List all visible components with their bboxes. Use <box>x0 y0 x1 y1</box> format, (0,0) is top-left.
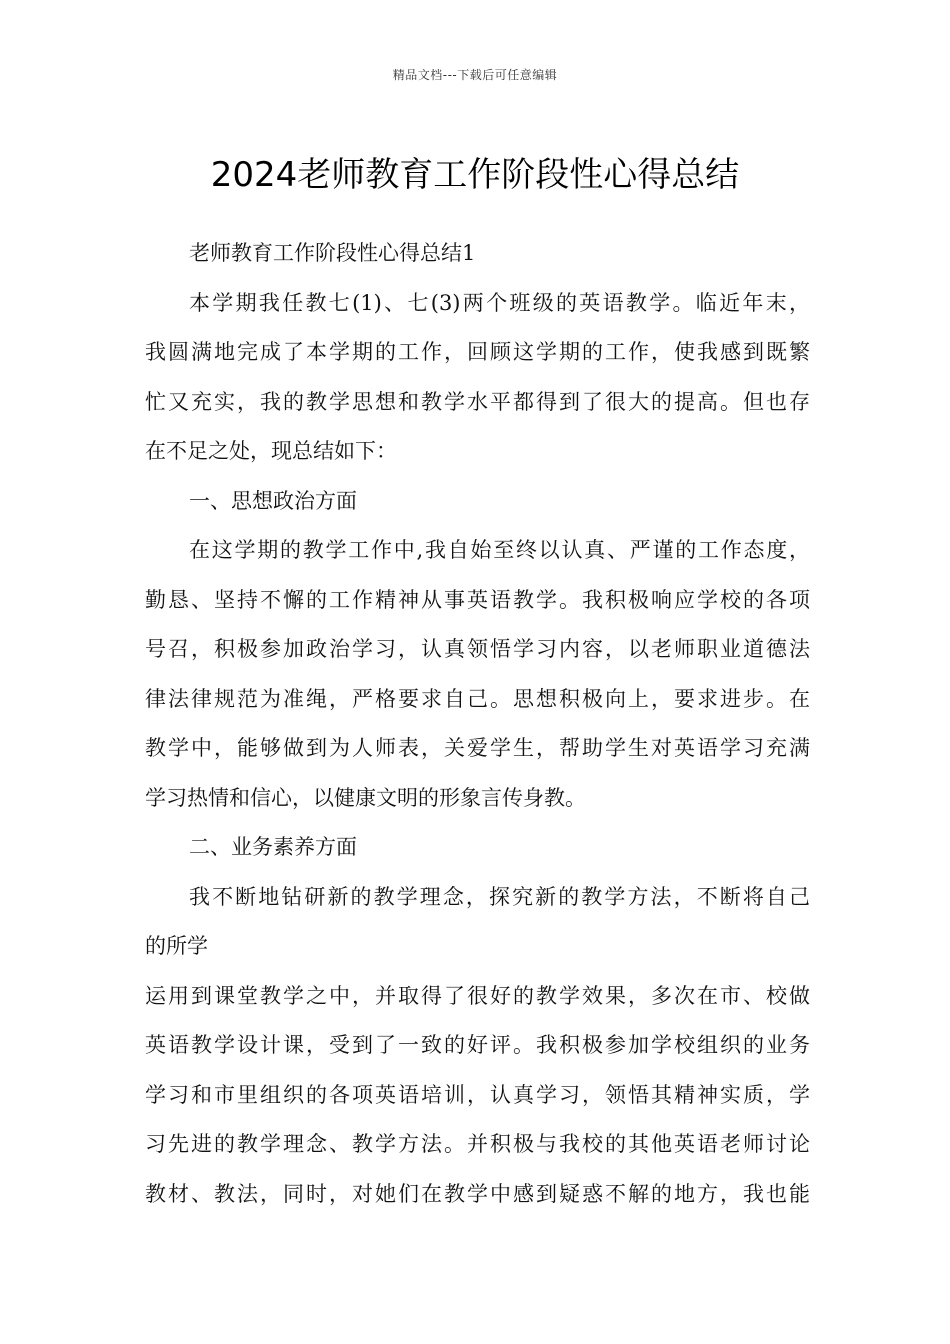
body-text-line: 的所学 <box>145 934 208 958</box>
body-text-line: 学习和市里组织的各项英语培训，认真学习，领悟其精神实质，学 <box>145 1082 810 1107</box>
body-text-line: 习先进的教学理念、教学方法。并积极与我校的其他英语老师讨论 <box>145 1132 810 1156</box>
body-text-line: 本学期我任教七(1)、七(3)两个班级的英语教学。临近年末， <box>189 290 810 315</box>
body-text-line: 在这学期的教学工作中,我自始至终以认真、严谨的工作态度， <box>189 538 810 562</box>
body-text-line: 律法律规范为准绳，严格要求自己。思想积极向上，要求进步。在 <box>145 686 810 711</box>
body-text-line: 学习热情和信心，以健康文明的形象言传身教。 <box>145 785 586 810</box>
body-text-line: 我不断地钻研新的教学理念，探究新的教学方法，不断将自己 <box>189 884 810 909</box>
body-text-line: 忙又充实，我的教学思想和教学水平都得到了很大的提高。但也存 <box>145 389 810 414</box>
document-body <box>145 229 810 1219</box>
body-text-line: 教材、教法，同时，对她们在教学中感到疑惑不解的地方，我也能 <box>145 1181 810 1206</box>
body-text-line: 运用到课堂教学之中，并取得了很好的教学效果，多次在市、校做 <box>145 983 810 1008</box>
body-text-line: 一、思想政治方面 <box>189 488 357 513</box>
body-text-line: 号召，积极参加政治学习，认真领悟学习内容，以老师职业道德法 <box>145 637 810 661</box>
header-note: 精品文档---下载后可任意编辑 <box>392 68 558 82</box>
document-title: 2024老师教育工作阶段性心得总结 <box>210 154 740 195</box>
body-text-line: 勤恳、坚持不懈的工作精神从事英语教学。我积极响应学校的各项 <box>145 587 810 612</box>
body-text-line: 二、业务素养方面 <box>189 835 357 859</box>
body-text-line: 在不足之处，现总结如下： <box>145 439 397 463</box>
body-text-line: 英语教学设计课，受到了一致的好评。我积极参加学校组织的业务 <box>145 1033 810 1057</box>
body-text-line: 老师教育工作阶段性心得总结1 <box>189 241 476 265</box>
body-text-line: 教学中，能够做到为人师表，关爱学生，帮助学生对英语学习充满 <box>145 736 810 760</box>
body-text-line: 我圆满地完成了本学期的工作，回顾这学期的工作，使我感到既繁 <box>145 340 810 364</box>
